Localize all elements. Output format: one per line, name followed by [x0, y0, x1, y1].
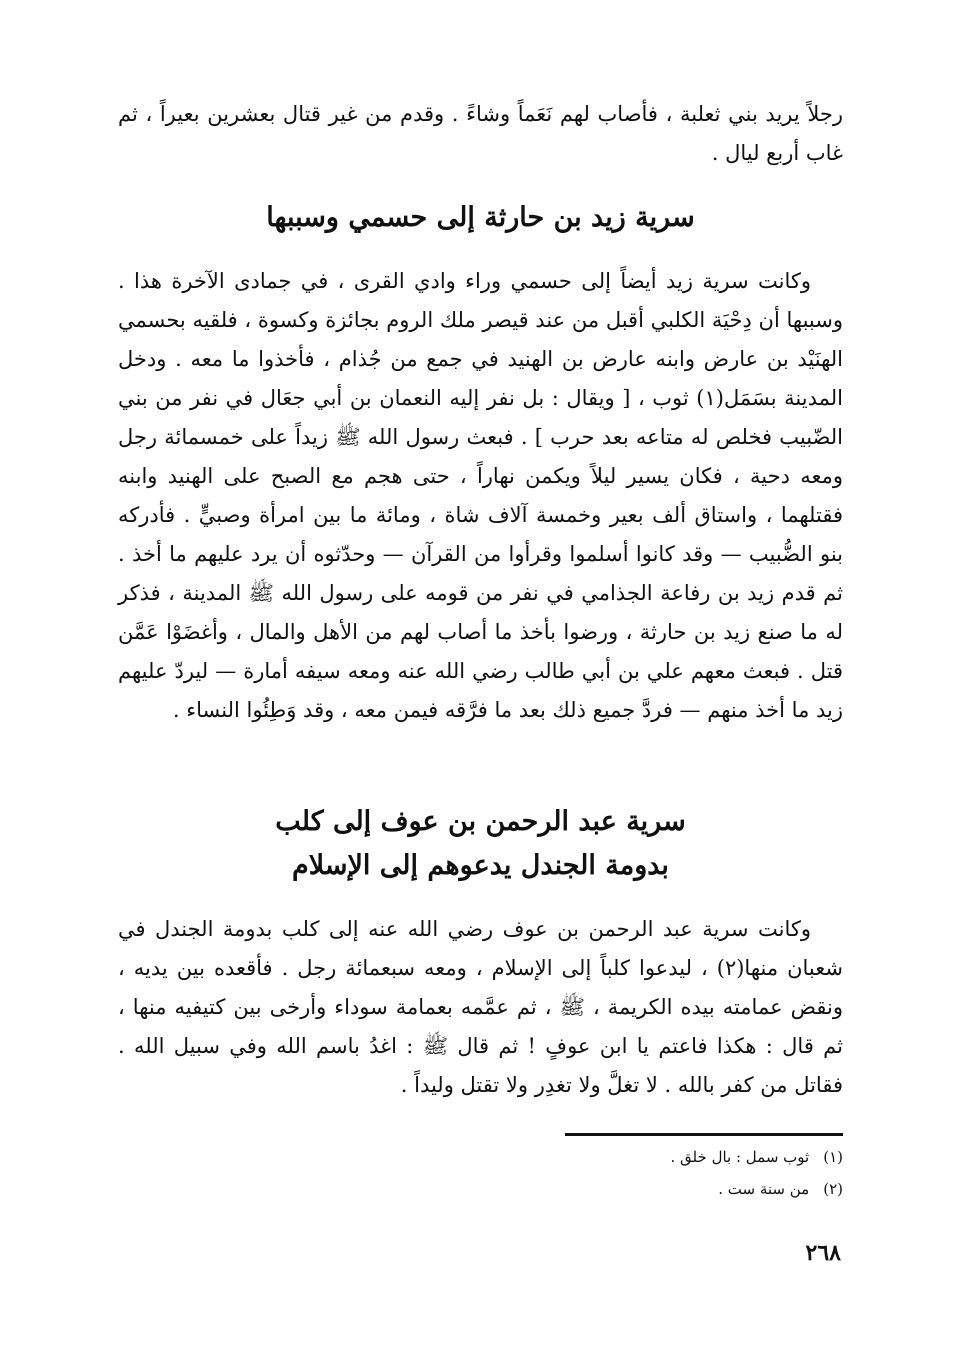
section-abdulrahman-body: [118, 910, 843, 1105]
footnote-text: من سنة ست .: [718, 1180, 810, 1198]
footnote-text: ثوب سمل : بال خلق .: [670, 1148, 810, 1166]
footnote-1: [343, 1141, 843, 1173]
section-heading-zayd: سرية زيد بن حارثة إلى حسمي وسببها: [266, 202, 695, 233]
section-heading-line-2: بدومة الجندل يدعوهم إلى الإسلام: [292, 850, 669, 881]
intro-paragraph: [118, 95, 843, 173]
footnotes: [343, 1141, 843, 1205]
section-heading-abdulrahman: [118, 800, 843, 888]
section-zayd-body: [118, 262, 843, 730]
intro-text: رجلاً يريد بني ثعلبة ، فأصاب لهم نَعَماً وشاءً . وقدم من غير قتال بعشرين بعيراً ، ثم غاب أربع ليال .: [118, 102, 843, 165]
footnote-2: [343, 1173, 843, 1205]
page-number: ٢٦٨: [805, 1240, 841, 1266]
section-heading-line-1: سرية عبد الرحمن بن عوف إلى كلب: [275, 806, 686, 837]
section-zayd-paragraph: وكانت سرية زيد أيضاً إلى حسمي وراء وادي القرى ، في جمادى الآخرة هذا . وسببها أن دِحْيَة الكلبي أقبل من عند قيصر ملك الروم بجائزة وكسوة ، فلقيه بحسمي الهنَيْد بن عارض وابنه عارض بن الهنيد في جمع من جُذام ، فأخذوا ما معه . ودخل المدينة بسَمَل(١) ثوب ، [ ويقال : بل نفر إليه النعمان بن أبي جعَال في نفر من بني الضّبيب فخلص له متاعه بعد حرب ] . فبعث رسول الله ﷺ زيداً على خمسمائة رجل ومعه دحية ، فكان يسير ليلاً ويكمن نهاراً ، حتى هجم مع الصبح على الهنيد وابنه فقتلهما ، واستاق ألف بعير وخمسة آلاف شاة ، ومائة ما بين امرأة وصبيٍّ . فأدركه بنو الضُّبيب — وقد كانوا أسلموا وقرأوا من القرآن — وحدّثوه أن يرد عليهم ما أخذ . ثم قدم زيد بن رفاعة الجذامي في نفر من قومه على رسول الله ﷺ المدينة ، فذكر له ما صنع زيد بن حارثة ، ورضوا بأخذ ما أصاب لهم من الأهل والمال ، وأغضَوْا عَمَّن قتل . فبعث معهم علي بن أبي طالب رضي الله عنه ومعه سيفه أمارة — ليردّ عليهم زيد ما أخذ منهم — فردَّ جميع ذلك بعد ما فرَّقه فيمن معه ، وقد وَطِئُوا النساء .: [118, 269, 843, 722]
section-abdulrahman-paragraph: وكانت سرية عبد الرحمن بن عوف رضي الله عنه إلى كلب بدومة الجندل في شعبان منها(٢) ، ليدعوا كلباً إلى الإسلام ، ومعه سبعمائة رجل . فأقعده بين يديه ، ونقض عمامته بيده الكريمة ، ﷺ ، ثم عمَّمه بعمامة سوداء وأرخى بين كتيفيه منها ، ثم قال : هكذا فاعتم يا ابن عوفٍ ! ثم قال ﷺ : اغدُ باسم الله وفي سبيل الله . فقاتل من كفر بالله . لا تغلَّ ولا تغدِر ولا تقتل وليداً .: [118, 917, 843, 1097]
footnote-number: (١): [823, 1148, 843, 1166]
footnote-number: (٢): [823, 1180, 843, 1198]
footnote-divider: [565, 1133, 843, 1136]
